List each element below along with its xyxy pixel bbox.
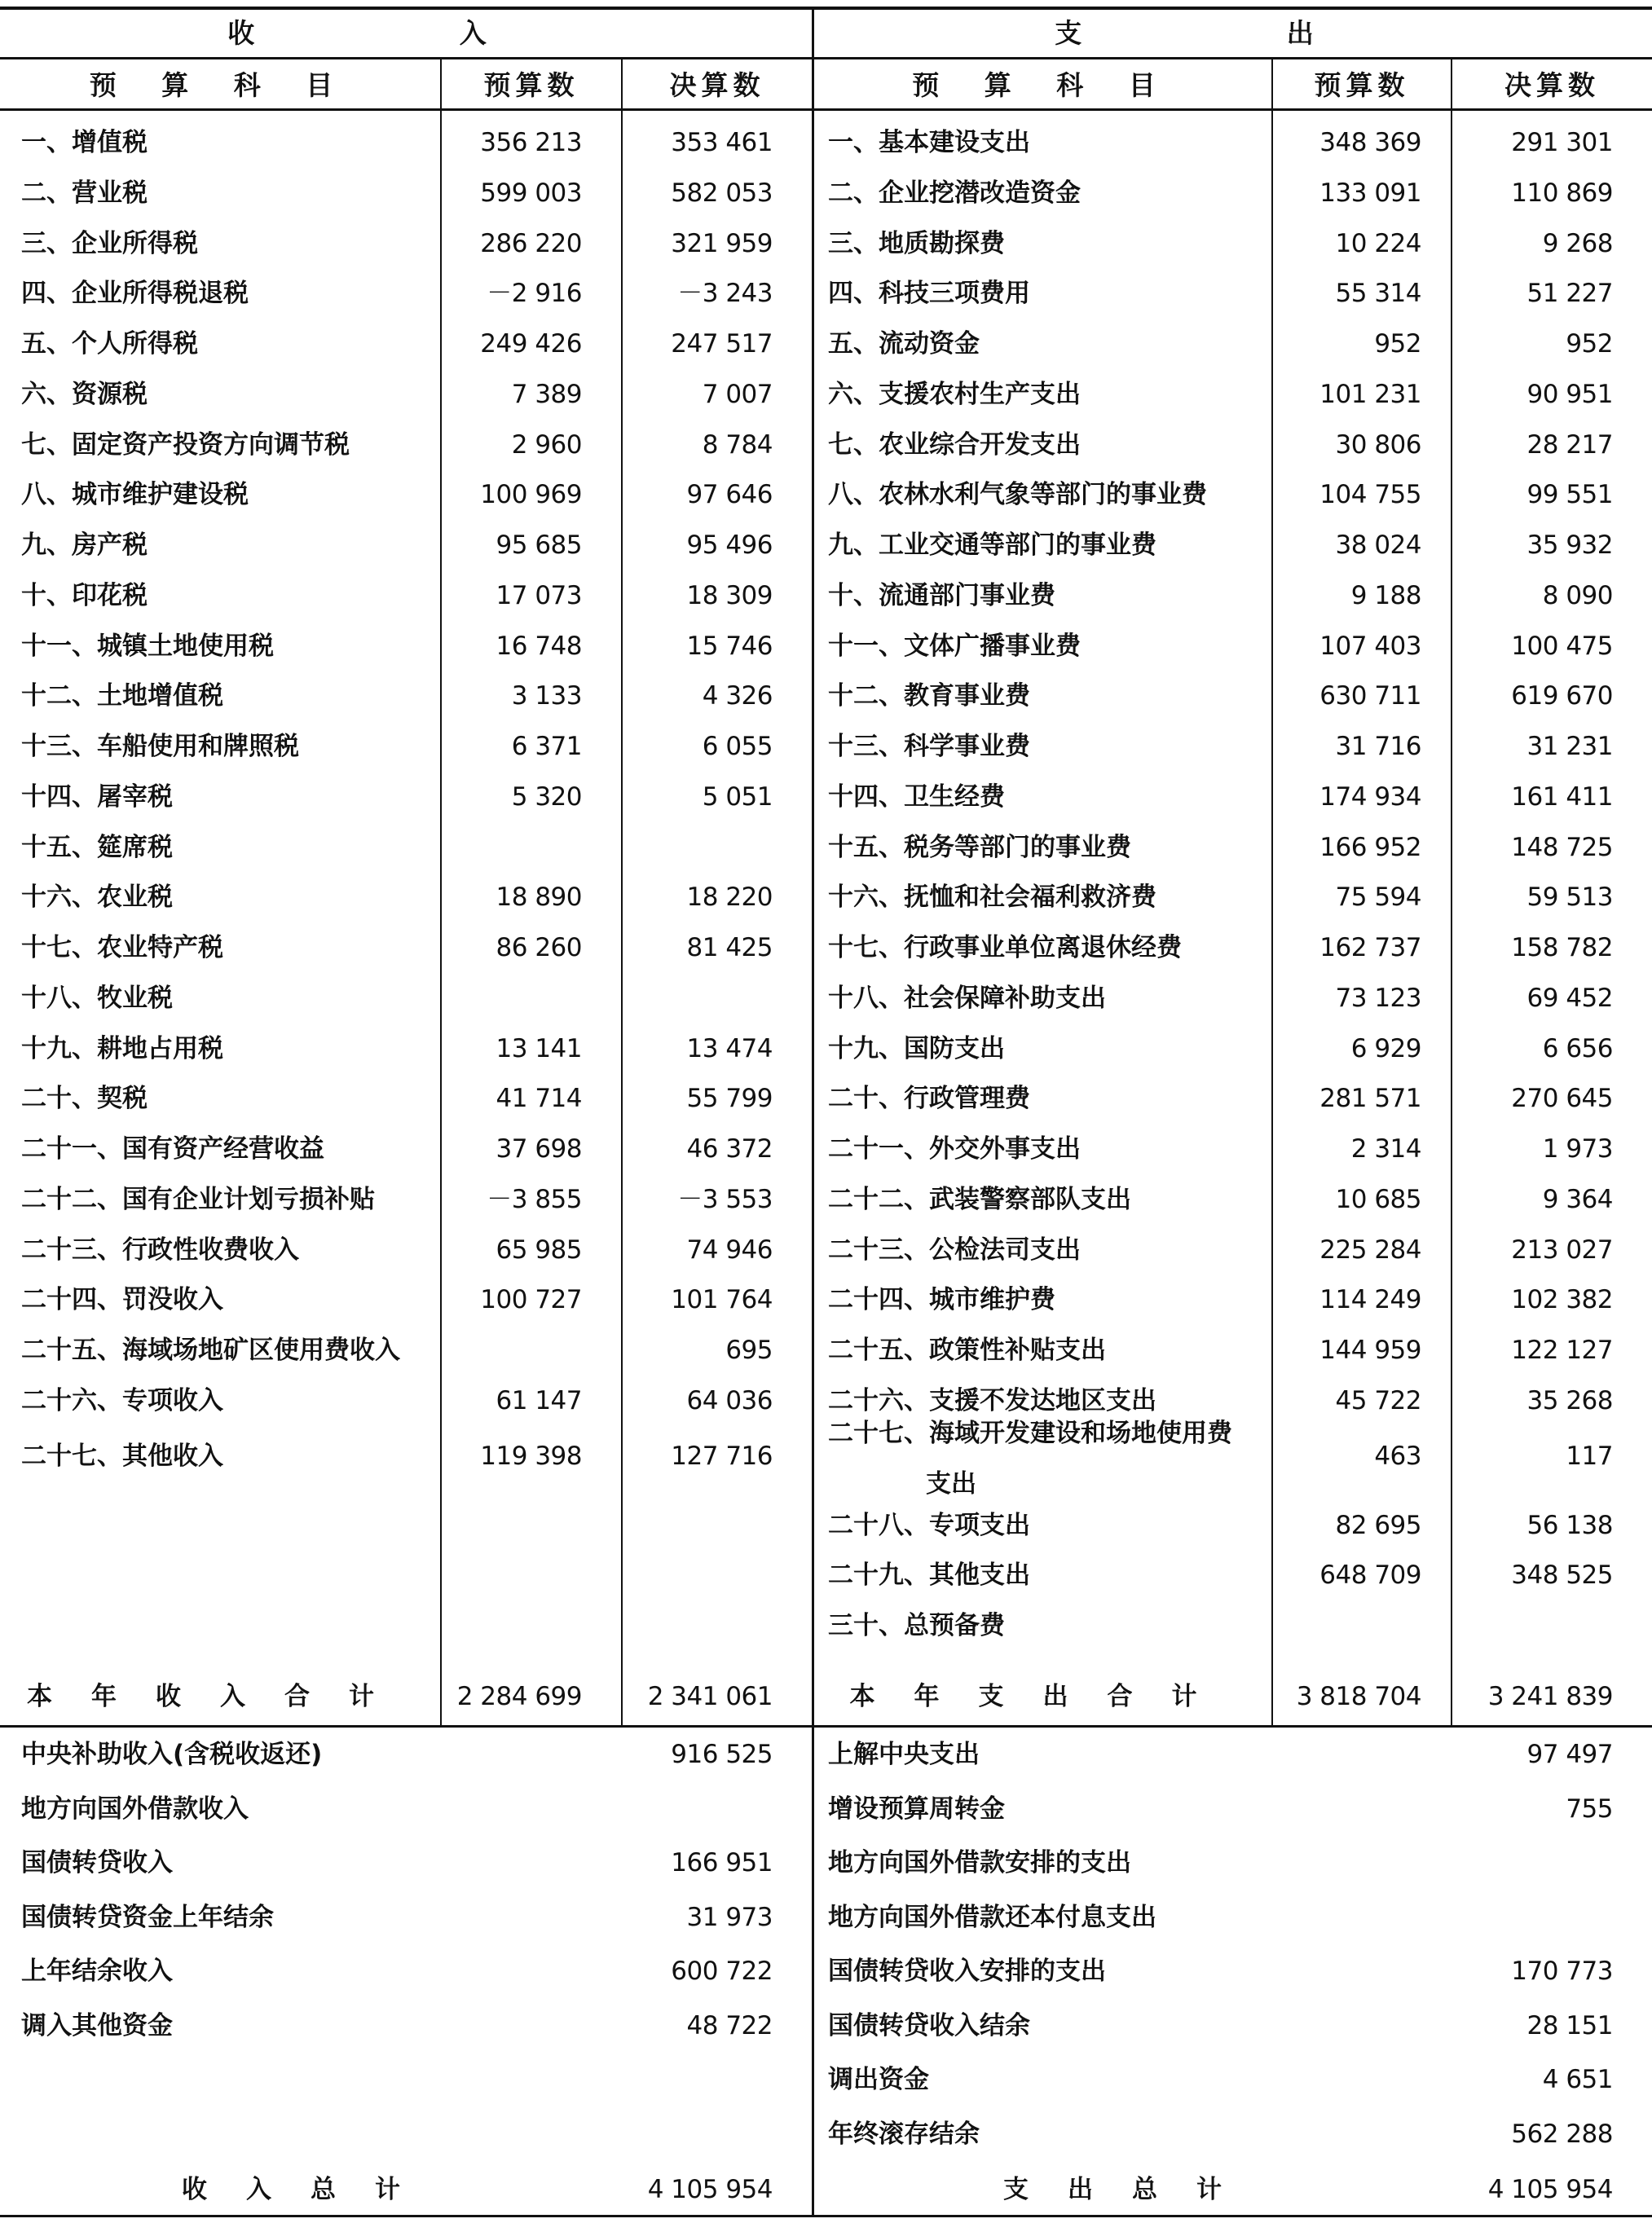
center-divider xyxy=(812,7,814,2216)
expense-item-budget: 114 249 xyxy=(1319,1285,1421,1314)
expense-total-budget: 3 818 704 xyxy=(1296,1682,1421,1711)
income-item-budget: 13 141 xyxy=(496,1034,582,1063)
expense-item-budget: 6 929 xyxy=(1350,1034,1421,1063)
expense-item-name: 二十六、支援不发达地区支出 xyxy=(828,1386,1156,1415)
expense-item-final: 56 138 xyxy=(1526,1511,1613,1540)
expense-item-final: 291 301 xyxy=(1511,128,1613,157)
income-item-budget: 16 748 xyxy=(496,632,582,661)
expense-item-final: 158 782 xyxy=(1511,933,1613,962)
total-divider xyxy=(0,1725,1652,1728)
expense-item-budget: 463 xyxy=(1374,1442,1421,1471)
expense-item-final: 110 869 xyxy=(1511,178,1613,208)
expense-item-budget: 9 188 xyxy=(1350,581,1421,610)
income-item-final: 46 372 xyxy=(686,1134,773,1164)
expense-item-budget: 348 369 xyxy=(1319,128,1421,157)
expense-item-final: 161 411 xyxy=(1511,782,1613,812)
expense-item-name: 二十二、武装警察部队支出 xyxy=(828,1185,1131,1214)
income-other-name: 国债转贷收入 xyxy=(21,1848,173,1877)
income-item-budget: 5 320 xyxy=(511,782,582,812)
income-item-final: 7 007 xyxy=(702,380,773,409)
expense-item-final: 59 513 xyxy=(1526,883,1613,912)
expense-item-final: 270 645 xyxy=(1511,1084,1613,1113)
income-item-name: 三、企业所得税 xyxy=(21,229,198,258)
income-item-budget: 6 371 xyxy=(511,732,582,761)
income-item-final: －3 553 xyxy=(677,1185,773,1214)
income-item-final: 4 326 xyxy=(702,681,773,711)
expense-item-budget: 31 716 xyxy=(1335,732,1421,761)
expense-item-name: 二十七、海域开发建设和场地使用费 xyxy=(828,1419,1232,1448)
expense-item-final: 35 932 xyxy=(1526,530,1613,560)
expense-item-final: 90 951 xyxy=(1526,380,1613,409)
income-item-final: 13 474 xyxy=(686,1034,773,1063)
expense-item-budget: 75 594 xyxy=(1335,883,1421,912)
expense-item-name: 十九、国防支出 xyxy=(828,1034,1005,1063)
income-item-final: 55 799 xyxy=(686,1084,773,1113)
income-item-name: 十、印花税 xyxy=(21,581,148,610)
income-other-value: 166 951 xyxy=(671,1848,773,1877)
expense-item-final: 348 525 xyxy=(1511,1561,1613,1590)
income-item-budget: 37 698 xyxy=(496,1134,582,1164)
expense-item-final: 6 656 xyxy=(1542,1034,1613,1063)
income-item-name: 十三、车船使用和牌照税 xyxy=(21,732,299,761)
income-item-budget: 17 073 xyxy=(496,581,582,610)
income-col-final: 决算数 xyxy=(669,69,765,101)
expense-item-name: 十、流通部门事业费 xyxy=(828,581,1055,610)
expense-item-budget: 82 695 xyxy=(1335,1511,1421,1540)
income-title: 收 入 xyxy=(227,17,584,49)
expense-total-label: 本年支出合计 xyxy=(849,1682,1236,1711)
expense-item-final: 51 227 xyxy=(1526,279,1613,308)
expense-item-budget: 104 755 xyxy=(1319,480,1421,509)
expense-item-name: 二十九、其他支出 xyxy=(828,1561,1030,1590)
income-other-name: 上年结余收入 xyxy=(21,1957,173,1986)
expense-item-final: 619 670 xyxy=(1511,681,1613,711)
income-item-final: 95 496 xyxy=(686,530,773,560)
expense-item-name: 十五、税务等部门的事业费 xyxy=(828,833,1131,862)
expense-item-final: 102 382 xyxy=(1511,1285,1613,1314)
expense-item-name: 四、科技三项费用 xyxy=(828,279,1030,308)
income-item-name: 五、个人所得税 xyxy=(21,329,198,359)
income-grand-total-label: 收入总计 xyxy=(182,2175,439,2204)
income-item-final: 247 517 xyxy=(671,329,773,359)
income-total-label: 本年收入合计 xyxy=(27,1682,413,1711)
income-item-budget: 3 133 xyxy=(511,681,582,711)
expense-other-value: 755 xyxy=(1566,1794,1613,1824)
expense-item-name: 二十、行政管理费 xyxy=(828,1084,1030,1113)
income-item-final: 97 646 xyxy=(686,480,773,509)
expense-item-name: 一、基本建设支出 xyxy=(828,128,1030,157)
expense-item-name: 十七、行政事业单位离退休经费 xyxy=(828,933,1182,962)
expense-item-final: 122 127 xyxy=(1511,1336,1613,1365)
expense-item-name-cont: 支出 xyxy=(926,1469,976,1499)
expense-item-budget: 281 571 xyxy=(1319,1084,1421,1113)
income-item-final: 15 746 xyxy=(686,632,773,661)
expense-item-name: 三十、总预备费 xyxy=(828,1611,1005,1640)
expense-col-item: 预 算 科 目 xyxy=(912,69,1174,101)
expense-item-final: 31 231 xyxy=(1526,732,1613,761)
income-item-name: 十七、农业特产税 xyxy=(21,933,223,962)
expense-item-budget: 55 314 xyxy=(1335,279,1421,308)
expense-grand-total-label: 支出总计 xyxy=(1003,2175,1261,2204)
expense-item-budget: 133 091 xyxy=(1319,178,1421,208)
income-item-name: 二十五、海域场地矿区使用费收入 xyxy=(21,1336,400,1365)
income-other-value: 916 525 xyxy=(671,1740,773,1769)
expense-item-final: 952 xyxy=(1566,329,1613,359)
income-item-budget: 599 003 xyxy=(480,178,582,208)
expense-other-value: 28 151 xyxy=(1526,2011,1613,2040)
expense-item-budget: 10 685 xyxy=(1335,1185,1421,1214)
income-item-budget: 95 685 xyxy=(496,530,582,560)
expense-item-name: 十三、科学事业费 xyxy=(828,732,1030,761)
income-item-budget: 249 426 xyxy=(480,329,582,359)
expense-other-name: 上解中央支出 xyxy=(828,1740,980,1769)
expense-item-name: 二十八、专项支出 xyxy=(828,1511,1030,1540)
income-other-name: 调入其他资金 xyxy=(21,2011,173,2040)
income-item-budget: 119 398 xyxy=(480,1442,582,1471)
expense-item-name: 二十一、外交外事支出 xyxy=(828,1134,1081,1164)
expense-item-name: 十一、文体广播事业费 xyxy=(828,632,1081,661)
income-item-final: 74 946 xyxy=(686,1235,773,1265)
income-item-name: 七、固定资产投资方向调节税 xyxy=(21,430,350,460)
expense-item-name: 五、流动资金 xyxy=(828,329,980,359)
header-bottom-rule xyxy=(0,108,1652,111)
expense-item-name: 八、农林水利气象等部门的事业费 xyxy=(828,480,1207,509)
expense-grand-total-value: 4 105 954 xyxy=(1487,2175,1613,2204)
expense-other-name: 国债转贷收入安排的支出 xyxy=(828,1957,1106,1986)
income-total-budget: 2 284 699 xyxy=(456,1682,582,1711)
expense-item-final: 35 268 xyxy=(1526,1386,1613,1415)
expense-item-final: 9 364 xyxy=(1542,1185,1613,1214)
expense-item-budget: 2 314 xyxy=(1350,1134,1421,1164)
expense-item-final: 213 027 xyxy=(1511,1235,1613,1265)
income-item-name: 二、营业税 xyxy=(21,178,148,208)
income-item-budget: 100 727 xyxy=(480,1285,582,1314)
income-item-final: 127 716 xyxy=(671,1442,773,1471)
expense-item-final: 28 217 xyxy=(1526,430,1613,460)
expense-item-name: 二十三、公检法司支出 xyxy=(828,1235,1081,1265)
income-other-value: 600 722 xyxy=(671,1957,773,1986)
income-item-final: 18 309 xyxy=(686,581,773,610)
expense-item-budget: 45 722 xyxy=(1335,1386,1421,1415)
expense-item-name: 九、工业交通等部门的事业费 xyxy=(828,530,1156,560)
expense-item-name: 十八、社会保障补助支出 xyxy=(828,984,1106,1013)
income-col-item: 预 算 科 目 xyxy=(89,69,351,101)
expense-item-name: 二十五、政策性补贴支出 xyxy=(828,1336,1106,1365)
income-other-name: 地方向国外借款收入 xyxy=(21,1794,249,1824)
expense-item-budget: 225 284 xyxy=(1319,1235,1421,1265)
income-other-value: 31 973 xyxy=(686,1903,773,1932)
expense-other-value: 170 773 xyxy=(1511,1957,1613,1986)
expense-item-final: 8 090 xyxy=(1542,581,1613,610)
expense-other-name: 增设预算周转金 xyxy=(828,1794,1005,1824)
income-item-name: 二十一、国有资产经营收益 xyxy=(21,1134,324,1164)
expense-item-budget: 73 123 xyxy=(1335,984,1421,1013)
expense-item-budget: 952 xyxy=(1374,329,1421,359)
expense-item-name: 二十四、城市维护费 xyxy=(828,1285,1055,1314)
income-item-name: 十二、土地增值税 xyxy=(21,681,223,711)
expense-other-name: 年终滚存结余 xyxy=(828,2120,980,2149)
expense-item-budget: 10 224 xyxy=(1335,229,1421,258)
income-item-name: 二十四、罚没收入 xyxy=(21,1285,223,1314)
expense-other-name: 地方向国外借款还本付息支出 xyxy=(828,1903,1156,1932)
income-item-budget: 86 260 xyxy=(496,933,582,962)
income-item-final: 5 051 xyxy=(702,782,773,812)
expense-item-budget: 144 959 xyxy=(1319,1336,1421,1365)
income-item-name: 二十六、专项收入 xyxy=(21,1386,223,1415)
expense-item-name: 十六、抚恤和社会福利救济费 xyxy=(828,883,1156,912)
income-item-final: 101 764 xyxy=(671,1285,773,1314)
expense-item-final: 99 551 xyxy=(1526,480,1613,509)
expense-title: 支 出 xyxy=(1055,17,1412,49)
expense-item-name: 六、支援农村生产支出 xyxy=(828,380,1081,409)
income-item-name: 二十三、行政性收费收入 xyxy=(21,1235,299,1265)
income-item-budget: 41 714 xyxy=(496,1084,582,1113)
expense-item-name: 十四、卫生经费 xyxy=(828,782,1005,812)
income-other-name: 中央补助收入(含税收返还) xyxy=(21,1740,323,1769)
expense-item-budget: 648 709 xyxy=(1319,1561,1421,1590)
expense-other-value: 97 497 xyxy=(1526,1740,1613,1769)
income-item-final: 64 036 xyxy=(686,1386,773,1415)
expense-item-final: 1 973 xyxy=(1542,1134,1613,1164)
income-item-name: 十四、屠宰税 xyxy=(21,782,173,812)
income-item-final: －3 243 xyxy=(677,279,773,308)
income-item-name: 四、企业所得税退税 xyxy=(21,279,249,308)
expense-item-final: 100 475 xyxy=(1511,632,1613,661)
income-item-final: 6 055 xyxy=(702,732,773,761)
income-col-budget: 预算数 xyxy=(483,69,579,101)
income-item-final: 582 053 xyxy=(671,178,773,208)
top-rule xyxy=(0,7,1652,10)
income-other-name: 国债转贷资金上年结余 xyxy=(21,1903,274,1932)
expense-other-value: 4 651 xyxy=(1542,2065,1613,2094)
expense-item-name: 二、企业挖潜改造资金 xyxy=(828,178,1081,208)
expense-item-budget: 101 231 xyxy=(1319,380,1421,409)
expense-item-budget: 166 952 xyxy=(1319,833,1421,862)
expense-total-final: 3 241 839 xyxy=(1487,1682,1613,1711)
expense-item-name: 三、地质勘探费 xyxy=(828,229,1005,258)
income-item-name: 九、房产税 xyxy=(21,530,148,560)
income-item-budget: 286 220 xyxy=(480,229,582,258)
income-item-budget: 356 213 xyxy=(480,128,582,157)
income-item-final: 18 220 xyxy=(686,883,773,912)
income-item-name: 二十七、其他收入 xyxy=(21,1442,223,1471)
expense-item-final: 117 xyxy=(1566,1442,1613,1471)
income-item-budget: －3 855 xyxy=(487,1185,582,1214)
expense-item-name: 七、农业综合开发支出 xyxy=(828,430,1081,460)
income-grand-total-value: 4 105 954 xyxy=(647,2175,773,2204)
income-item-budget: －2 916 xyxy=(487,279,582,308)
income-item-name: 十八、牧业税 xyxy=(21,984,173,1013)
header-divider xyxy=(0,57,1652,59)
income-item-name: 一、增值税 xyxy=(21,128,148,157)
expense-item-final: 69 452 xyxy=(1526,984,1613,1013)
income-item-final: 8 784 xyxy=(702,430,773,460)
income-item-name: 十九、耕地占用税 xyxy=(21,1034,223,1063)
income-item-name: 二十二、国有企业计划亏损补贴 xyxy=(21,1185,375,1214)
income-total-final: 2 341 061 xyxy=(647,1682,773,1711)
income-item-name: 十五、筵席税 xyxy=(21,833,173,862)
income-item-budget: 61 147 xyxy=(496,1386,582,1415)
income-item-name: 十一、城镇土地使用税 xyxy=(21,632,274,661)
expense-other-name: 地方向国外借款安排的支出 xyxy=(828,1848,1131,1877)
expense-item-name: 十二、教育事业费 xyxy=(828,681,1030,711)
expense-col-budget: 预算数 xyxy=(1314,69,1410,101)
income-item-final: 81 425 xyxy=(686,933,773,962)
expense-item-budget: 38 024 xyxy=(1335,530,1421,560)
expense-item-budget: 630 711 xyxy=(1319,681,1421,711)
expense-other-value: 562 288 xyxy=(1511,2120,1613,2149)
expense-item-budget: 162 737 xyxy=(1319,933,1421,962)
income-item-final: 353 461 xyxy=(671,128,773,157)
income-item-name: 六、资源税 xyxy=(21,380,148,409)
income-item-name: 十六、农业税 xyxy=(21,883,173,912)
expense-item-budget: 174 934 xyxy=(1319,782,1421,812)
expense-item-budget: 107 403 xyxy=(1319,632,1421,661)
expense-item-final: 9 268 xyxy=(1542,229,1613,258)
income-item-budget: 18 890 xyxy=(496,883,582,912)
income-item-budget: 2 960 xyxy=(511,430,582,460)
expense-item-final: 148 725 xyxy=(1511,833,1613,862)
income-item-final: 321 959 xyxy=(671,229,773,258)
expense-col-final: 决算数 xyxy=(1504,69,1600,101)
income-item-name: 二十、契税 xyxy=(21,1084,148,1113)
income-item-final: 695 xyxy=(725,1336,773,1365)
expense-other-name: 国债转贷收入结余 xyxy=(828,2011,1030,2040)
income-item-budget: 7 389 xyxy=(511,380,582,409)
income-item-budget: 65 985 xyxy=(496,1235,582,1265)
expense-other-name: 调出资金 xyxy=(828,2065,929,2094)
bottom-rule xyxy=(0,2215,1652,2217)
income-item-budget: 100 969 xyxy=(480,480,582,509)
expense-item-budget: 30 806 xyxy=(1335,430,1421,460)
income-other-value: 48 722 xyxy=(686,2011,773,2040)
income-item-name: 八、城市维护建设税 xyxy=(21,480,249,509)
